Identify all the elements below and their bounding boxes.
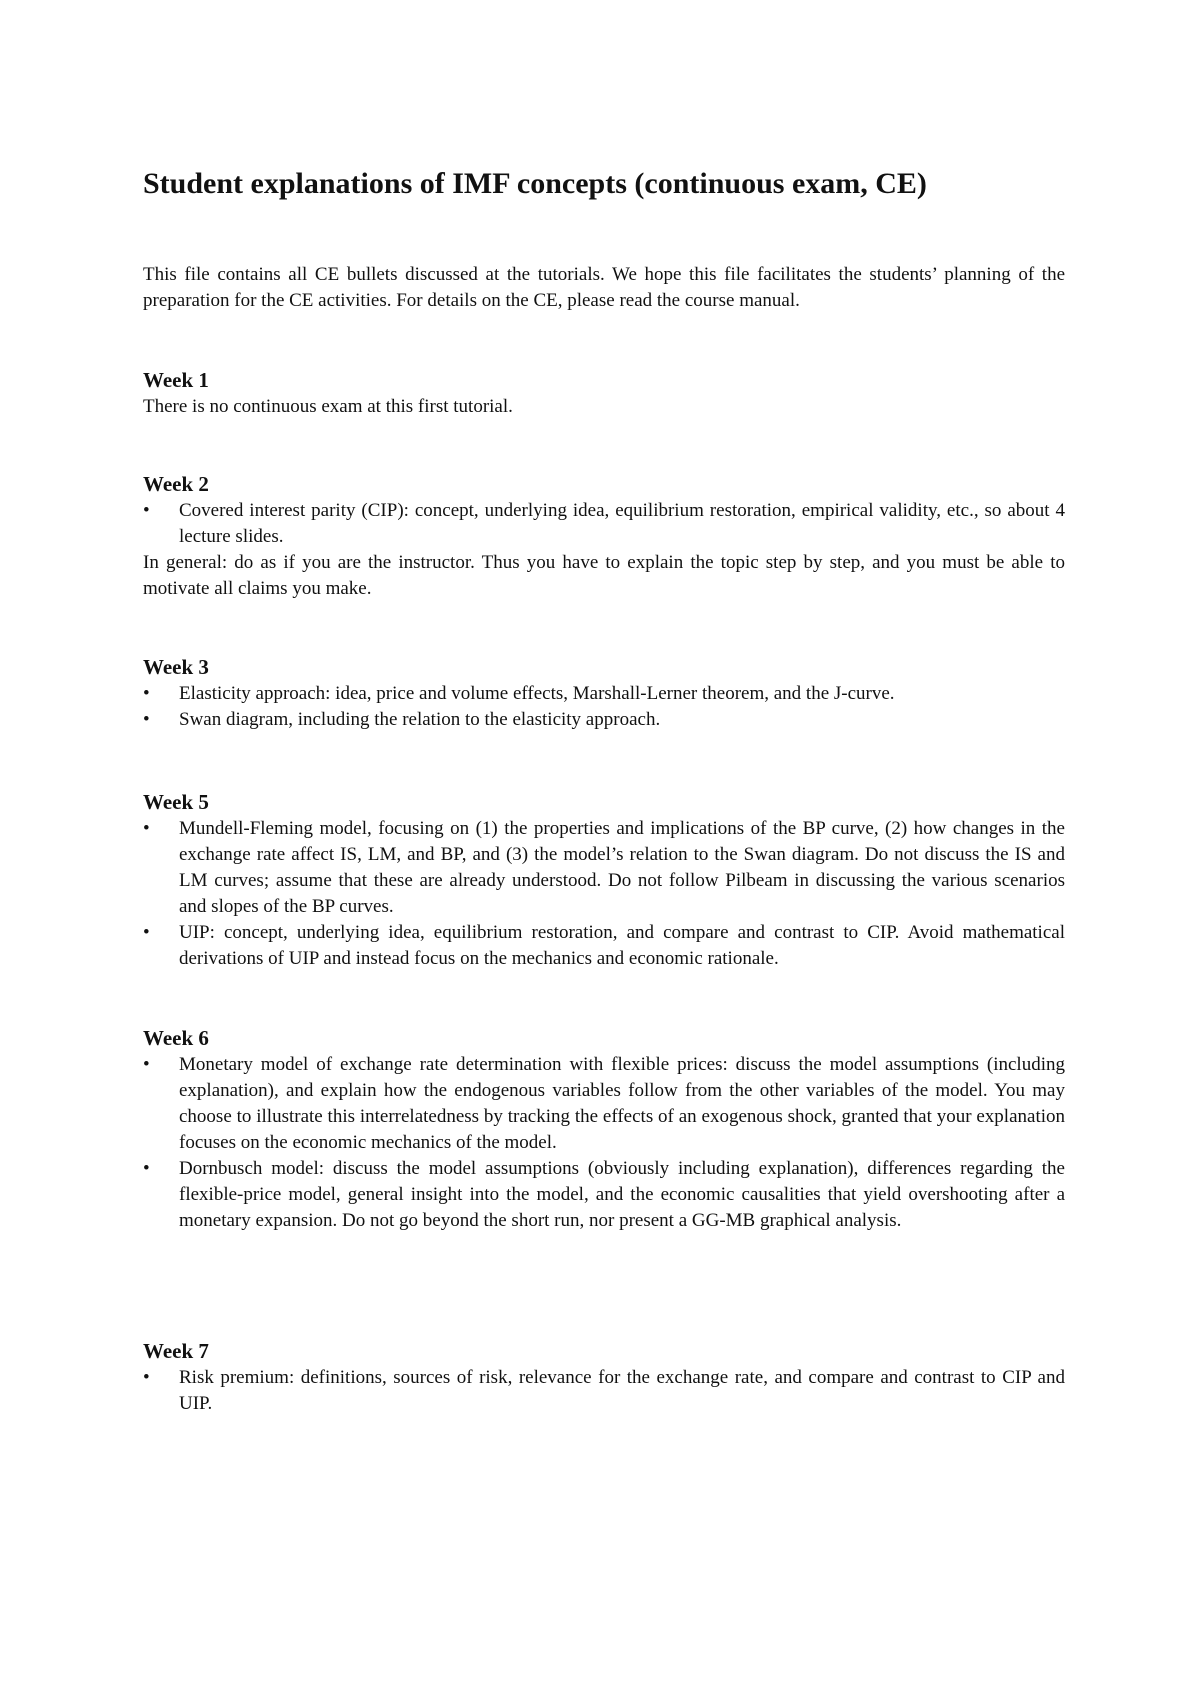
week-3-bullet-1 (143, 681, 1065, 707)
week-6-bullet-2 (143, 1156, 1065, 1234)
bullet-icon: • (143, 683, 150, 704)
bullet-text: Risk premium: definitions, sources of risk, relevance for the exchange rate, and compare and contrast to CIP and UIP. (179, 1367, 1065, 1414)
week-7-heading: Week 7 (143, 1339, 209, 1363)
week-7-bullet-list (143, 1365, 1065, 1417)
week-6-section (143, 1024, 1065, 1234)
bullet-text: Covered interest parity (CIP): concept, underlying idea, equilibrium restoration, empirical validity, etc., so about 4 lecture slides. (179, 500, 1065, 547)
week-2-section (143, 470, 1065, 602)
week-7-section (143, 1337, 1065, 1417)
bullet-icon: • (143, 709, 150, 730)
bullet-icon: • (143, 500, 150, 521)
week-6-bullet-list (143, 1052, 1065, 1234)
week-5-heading: Week 5 (143, 790, 209, 814)
bullet-icon: • (143, 922, 150, 943)
bullet-text: Elasticity approach: idea, price and volume effects, Marshall-Lerner theorem, and the J-curve. (179, 683, 895, 704)
bullet-icon: • (143, 1054, 150, 1075)
week-3-section (143, 653, 1065, 733)
intro-paragraph: This file contains all CE bullets discussed at the tutorials. We hope this file facilitates the students’ planning of the preparation for the CE activities. For details on the CE, please read the course manual. (143, 264, 1065, 311)
week-2-note: In general: do as if you are the instructor. Thus you have to explain the topic step by step, and you must be able to motivate all claims you make. (143, 552, 1065, 599)
week-1-section (143, 366, 1065, 420)
bullet-icon: • (143, 818, 150, 839)
week-5-bullet-1 (143, 816, 1065, 920)
document-title: Student explanations of IMF concepts (continuous exam, CE) (143, 167, 927, 200)
week-3-bullet-list (143, 681, 1065, 733)
week-2-bullet-list (143, 498, 1065, 550)
bullet-text: UIP: concept, underlying idea, equilibrium restoration, and compare and contrast to CIP. Avoid mathematical derivations of UIP and instead focus on the mechanics and economic rationale. (179, 922, 1065, 969)
week-6-bullet-1 (143, 1052, 1065, 1156)
week-1-text: There is no continuous exam at this first tutorial. (143, 396, 513, 417)
week-3-heading: Week 3 (143, 655, 209, 679)
week-3-bullet-2 (143, 707, 1065, 733)
bullet-icon: • (143, 1158, 150, 1179)
bullet-icon: • (143, 1367, 150, 1388)
bullet-text: Monetary model of exchange rate determination with flexible prices: discuss the model assumptions (including explanation), and explain how the endogenous variables follow from the other variables of the model. You may choose to illustrate this interrelatedness by tracking the effects of an exogenous shock, granted that your explanation focuses on the economic mechanics of the model. (179, 1054, 1065, 1153)
week-5-bullet-list (143, 816, 1065, 972)
week-1-heading: Week 1 (143, 368, 209, 392)
week-2-bullet-1 (143, 498, 1065, 550)
week-2-heading: Week 2 (143, 472, 209, 496)
bullet-text: Mundell-Fleming model, focusing on (1) the properties and implications of the BP curve, (2) how changes in the exchange rate affect IS, LM, and BP, and (3) the model’s relation to the Swan diagram. Do not discuss the IS and LM curves; assume that these are already understood. Do not follow Pilbeam in discussing the various scenarios and slopes of the BP curves. (179, 818, 1065, 917)
bullet-text: Swan diagram, including the relation to the elasticity approach. (179, 709, 661, 730)
bullet-text: Dornbusch model: discuss the model assumptions (obviously including explanation), differences regarding the flexible-price model, general insight into the model, and the economic causalities that yield overshooting after a monetary expansion. Do not go beyond the short run, nor present a GG-MB graphical analysis. (179, 1158, 1065, 1231)
week-6-heading: Week 6 (143, 1026, 209, 1050)
week-5-bullet-2 (143, 920, 1065, 972)
week-7-bullet-1 (143, 1365, 1065, 1417)
week-5-section (143, 788, 1065, 972)
